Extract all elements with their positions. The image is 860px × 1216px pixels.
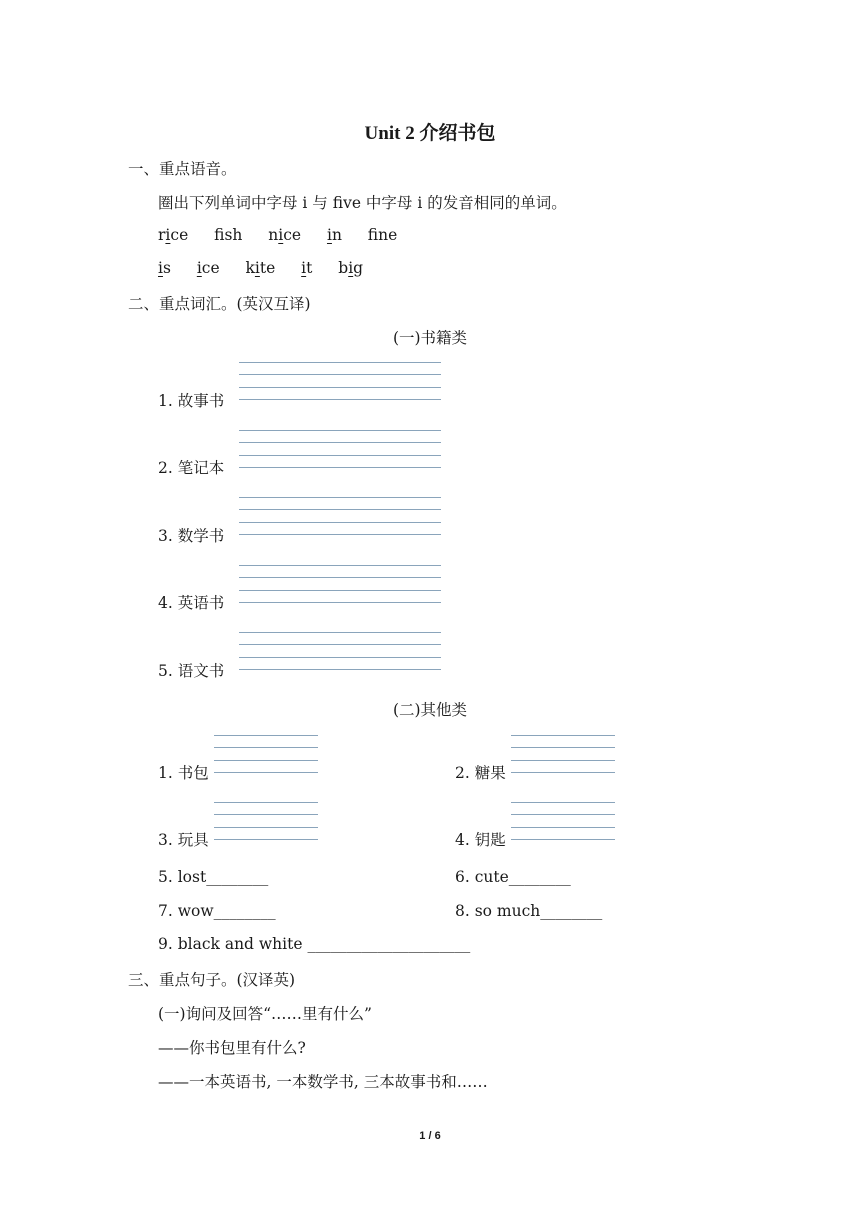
section-2-heading: 二、重点词汇。(英汉互译) — [128, 295, 311, 313]
writing-lines-book-5[interactable] — [239, 632, 441, 672]
word-ice: ice — [196, 259, 220, 277]
word-fine: fne — [367, 226, 398, 244]
page-number: 1 / 6 — [419, 1130, 441, 1142]
word-fish: fsh — [214, 226, 243, 244]
section-3-sub-1: (一)询问及回答“……里有什么” — [158, 1005, 372, 1023]
section-1-instruction: 圈出下列单词中字母 i 与 five 中字母 i 的发音相同的单词。 — [158, 194, 567, 212]
en-item-6: 6. cute________ — [455, 868, 571, 886]
word-in: in — [326, 226, 342, 244]
word-is: is — [158, 259, 171, 277]
book-item-4: 4. 英语书 — [158, 594, 225, 612]
other-item-4: 4. 钥匙 — [455, 831, 506, 849]
en-item-7: 7. wow________ — [158, 902, 276, 920]
sentence-question: ——你书包里有什么? — [158, 1039, 306, 1057]
en-item-5: 5. lost________ — [158, 868, 269, 886]
other-item-3: 3. 玩具 — [158, 831, 209, 849]
page-title: Unit 2 介绍书包 — [364, 123, 496, 144]
en-item-8: 8. so much________ — [455, 902, 603, 920]
writing-lines-other-4[interactable] — [511, 802, 615, 842]
other-item-1: 1. 书包 — [158, 764, 209, 782]
book-item-2: 2. 笔记本 — [158, 459, 225, 477]
word-big: big — [338, 259, 364, 277]
word-it: it — [301, 259, 313, 277]
book-item-3: 3. 数学书 — [158, 527, 225, 545]
writing-lines-other-1[interactable] — [214, 735, 318, 775]
writing-lines-other-3[interactable] — [214, 802, 318, 842]
phonics-row-2 — [158, 259, 363, 277]
other-item-2: 2. 糖果 — [455, 764, 506, 782]
word-kite: kite — [245, 259, 276, 277]
section-1-heading: 一、重点语音。 — [128, 160, 237, 178]
writing-lines-other-2[interactable] — [511, 735, 615, 775]
book-item-1: 1. 故事书 — [158, 392, 225, 410]
section-3-heading: 三、重点句子。(汉译英) — [128, 971, 296, 989]
word-rice: rice — [158, 226, 189, 244]
writing-lines-book-3[interactable] — [239, 497, 441, 537]
writing-lines-book-2[interactable] — [239, 430, 441, 470]
subsection-books-heading: (一)书籍类 — [392, 329, 468, 347]
writing-lines-book-4[interactable] — [239, 565, 441, 605]
subsection-others-heading: (二)其他类 — [392, 701, 468, 719]
en-item-9: 9. black and white _____________________ — [158, 935, 471, 953]
word-nice: nice — [268, 226, 302, 244]
writing-lines-book-1[interactable] — [239, 362, 441, 402]
book-item-5: 5. 语文书 — [158, 662, 225, 680]
sentence-answer: ——一本英语书, 一本数学书, 三本故事书和…… — [158, 1073, 488, 1091]
phonics-row-1 — [158, 226, 397, 244]
